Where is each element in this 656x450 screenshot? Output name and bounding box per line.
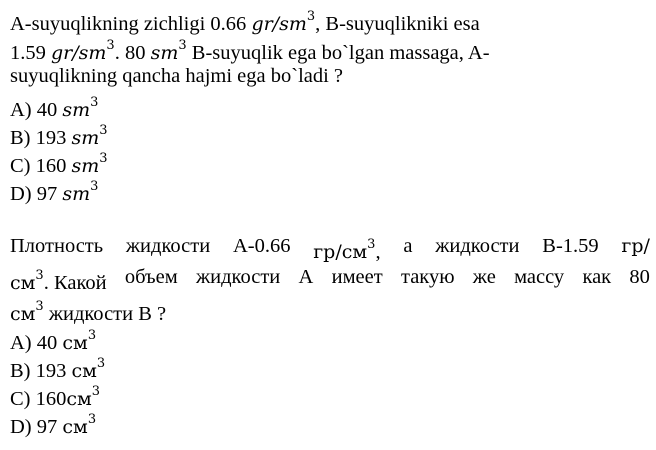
question-word: В-1.59 [542,235,599,257]
answer-option-uz-d [10,175,650,203]
superscript: 3 [306,9,316,24]
answer-option-ru-d [10,408,650,436]
superscript: 3 [90,95,99,110]
superscript: 3 [91,384,101,399]
question-text: , B-suyuqlikniki esa [315,12,480,35]
question-text: жидкости В ? [43,302,167,325]
answer-option-ru-c [10,380,650,408]
option-label: A) 40 [10,98,63,121]
question-uz-line-2 [10,33,650,62]
density-unit: gr/sm [251,12,307,35]
superscript: 3 [87,328,97,343]
option-label: C) 160 [10,387,67,410]
question-uz [10,4,650,203]
question-text: . 80 [114,41,151,64]
question-word: А-0.66 [232,235,291,257]
density-unit: gr/sm [51,41,107,64]
question-word: такую [400,266,455,288]
answer-option-ru-b [10,352,650,380]
option-unit: sm [62,98,91,121]
option-unit: sm [71,154,100,177]
option-unit: sm [71,126,100,149]
option-unit: см [71,359,97,382]
option-label: B) 193 [10,126,72,149]
question-ru-line-1 [10,231,650,262]
question-word: 80 [629,266,650,288]
question-word: же [472,266,496,288]
question-text: 1.59 [10,41,51,64]
volume-unit: см [10,302,36,325]
superscript: 3 [106,38,115,53]
answer-option-uz-c [10,147,650,175]
answer-option-uz-b [10,119,650,147]
superscript: 3 [35,299,44,314]
superscript: 3 [99,123,108,138]
option-unit: sm [62,182,91,205]
option-unit: см [66,387,92,410]
superscript: 3 [367,237,376,252]
density-unit-group [313,231,380,262]
option-unit: см [62,415,88,438]
option-label: D) 97 [10,182,63,205]
question-ru-line-3 [10,293,650,324]
option-label: C) 160 [10,154,72,177]
question-word: жидкости [435,235,520,257]
question-word: объем [124,266,178,288]
question-word: а [403,235,413,257]
volume-unit: см [10,271,36,294]
question-text: suyuqlikning qancha hajmi ega bo`ladi ? [10,65,344,87]
option-label: A) 40 [10,331,63,354]
answer-option-uz-a [10,91,650,119]
question-uz-line-1 [10,4,650,33]
question-word: . Какой [43,271,107,294]
question-text: B-suyuqlik ega bo`lgan massaga, A- [186,41,490,64]
question-word: имеет [331,266,383,288]
question-word: жидкости [195,266,281,288]
superscript: 3 [35,268,44,283]
superscript: 3 [90,179,99,194]
comma: , [375,240,381,263]
question-text: A-suyuqlikning zichligi 0.66 [10,12,252,35]
option-label: B) 193 [10,359,72,382]
superscript: 3 [96,356,106,371]
question-word: массу [514,266,565,288]
question-ru [10,231,650,436]
question-word: как [582,266,612,288]
question-word: жидкости [125,235,211,257]
option-label: D) 97 [10,415,63,438]
question-uz-line-3 [10,62,650,91]
question-ru-line-2 [10,262,650,293]
superscript: 3 [178,38,187,53]
option-unit: см [62,331,88,354]
density-unit: гр/ [621,235,650,257]
question-word: А [298,266,314,288]
answer-option-ru-a [10,324,650,352]
superscript: 3 [87,412,97,427]
volume-unit-group [10,262,107,293]
volume-unit: sm [150,41,179,64]
superscript: 3 [99,151,108,166]
question-word: Плотность [10,235,104,257]
density-unit: гр/см [313,240,368,263]
